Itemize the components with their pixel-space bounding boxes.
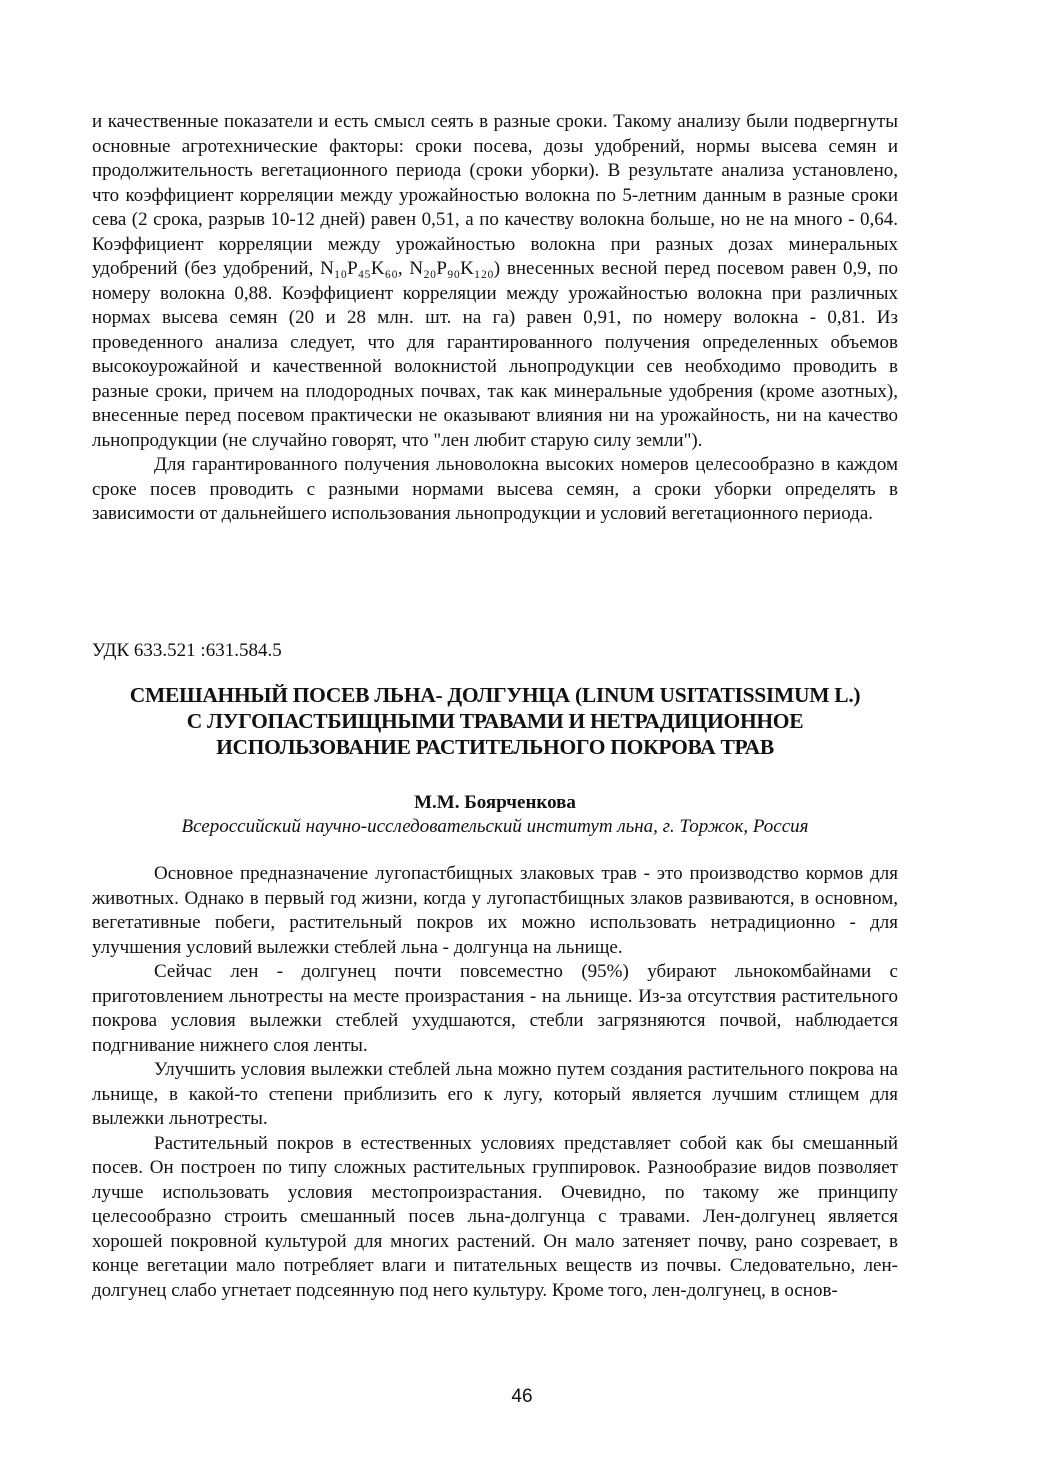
article-title — [92, 682, 898, 760]
paragraph: Растительный покров в естественных условиях представляет собой как бы смешанный посев. Он построен по типу сложных растительных группировок. Разнообразие видов позволяет лучше использовать условия местопроизрастания. Очевидно, по такому же принципу целесообразно строить смешанный посев льна-долгунца с травами. Лен-долгунец является хорошей покровной культурой для многих растений. Он мало затеняет почву, рано созревает, в конце вегетации мало потребляет влаги и питательных веществ из почвы. Следовательно, лен-долгунец слабо угнетает подсеянную под него культуру. Кроме того, лен-долгунец, в основ- — [92, 1132, 898, 1301]
author-name: М.М. Боярченкова — [414, 792, 576, 813]
title-line: С ЛУГОПАСТБИЩНЫМИ ТРАВАМИ И НЕТРАДИЦИОННОЕ — [186, 709, 804, 733]
title-line: ИСПОЛЬЗОВАНИЕ РАСТИТЕЛЬНОГО ПОКРОВА ТРАВ — [216, 735, 774, 759]
title-line: СМЕШАННЫЙ ПОСЕВ ЛЬНА- ДОЛГУНЦА (LINUM USITATISSIMUM L.) — [129, 683, 861, 707]
page-number: 46 — [511, 1386, 533, 1407]
author-affiliation: Всероссийский научно-исследовательский институт льна, г. Торжок, Россия — [181, 816, 809, 837]
previous-article-text — [92, 110, 898, 527]
paragraph: Улучшить условия вылежки стеблей льна можно путем создания растительного покрова на льнище, в какой-то степени приблизить его к лугу, который является лучшим стлищем для вылежки льнотресты. — [92, 1059, 898, 1129]
paragraph: Сейчас лен - долгунец почти повсеместно (95%) убирают льнокомбайнами с приготовлением льнотресты на месте произрастания - на льнище. Из-за отсутствия растительного покрова условия вылежки стеблей ухудшаются, стебли загрязняются почвой, наблюдается подгнивание нижнего слоя ленты. — [92, 961, 898, 1056]
paragraph: Для гарантированного получения льноволокна высоких номеров целесообразно в каждом сроке посев проводить с разными нормами высева семян, а сроки уборки определять в зависимости от дальнейшего использования льнопродукции и условий вегетационного периода. — [92, 454, 898, 524]
paragraph: Основное предназначение лугопастбищных злаковых трав - это производство кормов для животных. Однако в первый год жизни, когда у лугопастбищных злаков развиваются, в основном, вегетативные побеги, растительный покров их можно использовать нетрадиционно - для улучшения условий вылежки стеблей льна - долгунца на льнище. — [92, 863, 898, 958]
udk-code: УДК 633.521 :631.584.5 — [92, 640, 282, 661]
paragraph: и качественные показатели и есть смысл сеять в разные сроки. Такому анализу были подвергнуты основные агротехнические факторы: сроки посева, дозы удобрений, нормы высева семян и продолжительность вегетационного периода (сроки уборки). В результате анализа установлено, что коэффициент корреляции между урожайностью волокна по 5-летним данным в разные сроки сева (2 срока, разрыв 10-12 дней) равен 0,51, а по качеству волокна больше, но не на много - 0,64. Коэффициент корреляции между урожайностью волокна при разных дозах минеральных удобрений (без удобрений, N₁₀P₄₅K₆₀, N₂₀P₉₀K₁₂₀) внесенных весной перед посевом равен 0,9, по номеру волокна 0,88. Коэффициент корреляции между урожайностью волокна при различных нормах высева семян (20 и 28 млн. шт. на га) равен 0,91, по номеру волокна - 0,81. Из проведенного анализа следует, что для гарантированного получения определенных объемов высокоурожайной и качественной волокнистой льнопродукции сев необходимо проводить в разные сроки, причем на плодородных почвах, так как минеральные удобрения (кроме азотных), внесенные перед посевом практически не оказывают влияния ни на урожайность, ни на качество льнопродукции (не случайно говорят, что "лен любит старую силу земли"). — [92, 111, 898, 451]
article-body — [92, 862, 898, 1303]
